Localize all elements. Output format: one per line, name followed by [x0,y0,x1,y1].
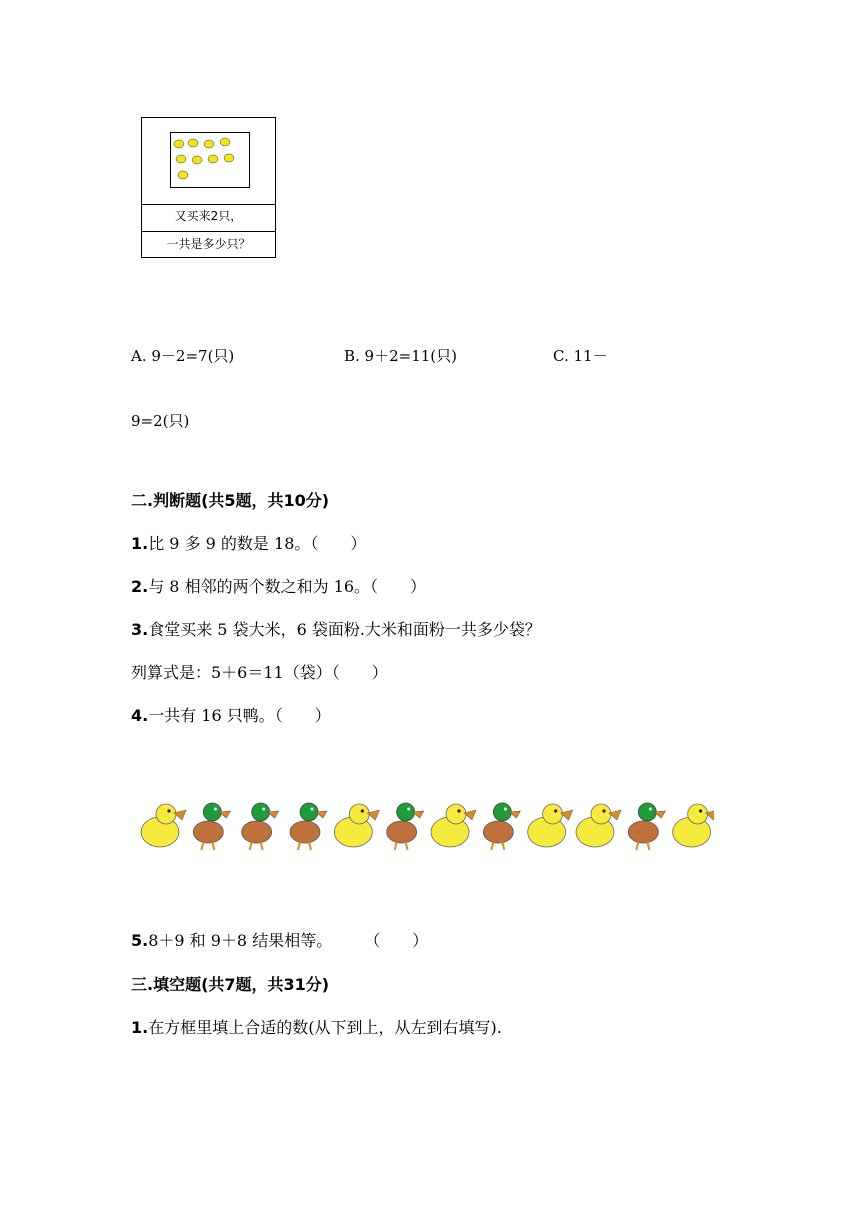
mallard-duck [242,803,279,850]
problem-figure [141,117,276,258]
item-text: 8＋9 和 9＋8 结果相等。 （ ） [148,931,429,950]
chick [208,155,218,163]
section-heading-judgment: 二.判断题(共5题，共10分) [131,491,330,510]
item-number: 1. [131,534,149,553]
item-text: 一共有 16 只鸭。（ ） [148,706,331,725]
mallard-duck [483,803,520,850]
fill-blank-item-1 [131,1015,502,1038]
item-number: 4. [131,706,149,725]
option-c: C. 11－ [553,347,608,365]
judgment-item-3-continued [131,660,388,683]
chick [188,139,198,147]
figure-line-1: 又买来2只， [174,209,243,223]
item-text: 食堂买来 5 袋大米，6 袋面粉.大米和面粉一共多少袋？ [148,620,541,639]
yellow-duck [334,804,379,847]
ducks-illustration [134,798,714,854]
ducks-row [134,798,714,854]
item-text: 与 8 相邻的两个数之和为 16。（ ） [148,577,427,596]
judgment-item-1 [131,531,366,554]
item-number: 2. [131,577,149,596]
chick [224,154,234,162]
option-b: B. 9＋2=11(只) [344,347,458,365]
yellow-duck [673,804,714,847]
judgment-item-5 [131,928,428,951]
chicks-illustration [171,133,249,187]
item-text: 在方框里填上合适的数(从下到上，从左到右填写). [148,1018,502,1037]
yellow-duck [528,804,573,847]
option-c-continued: 9=2(只) [131,412,190,430]
figure-line-2: 一共是多少只？ [166,237,251,251]
mallard-duck [387,803,424,850]
item-text: 列算式是：5＋6＝11（袋）（ ） [131,663,388,682]
chicks-image [170,132,250,188]
chick [220,138,230,146]
option-a: A. 9－2=7(只) [131,347,235,365]
chick [176,155,186,163]
judgment-item-4 [131,703,331,726]
item-number: 1. [131,1018,149,1037]
item-number: 3. [131,620,149,639]
judgment-item-2 [131,574,426,597]
chick [178,171,188,179]
judgment-item-3 [131,617,541,640]
yellow-duck [431,804,476,847]
chick [174,140,184,148]
chick [192,156,202,164]
yellow-duck [576,804,621,847]
mallard-duck [628,803,665,850]
mallard-duck [193,803,230,850]
chick [204,140,214,148]
figure-divider [142,231,275,232]
item-text: 比 9 多 9 的数是 18。（ ） [148,534,367,553]
section-heading-fill-blank: 三.填空题(共7题，共31分) [131,975,330,994]
mallard-duck [290,803,327,850]
figure-divider [142,204,275,205]
item-number: 5. [131,931,149,950]
yellow-duck [141,804,186,847]
